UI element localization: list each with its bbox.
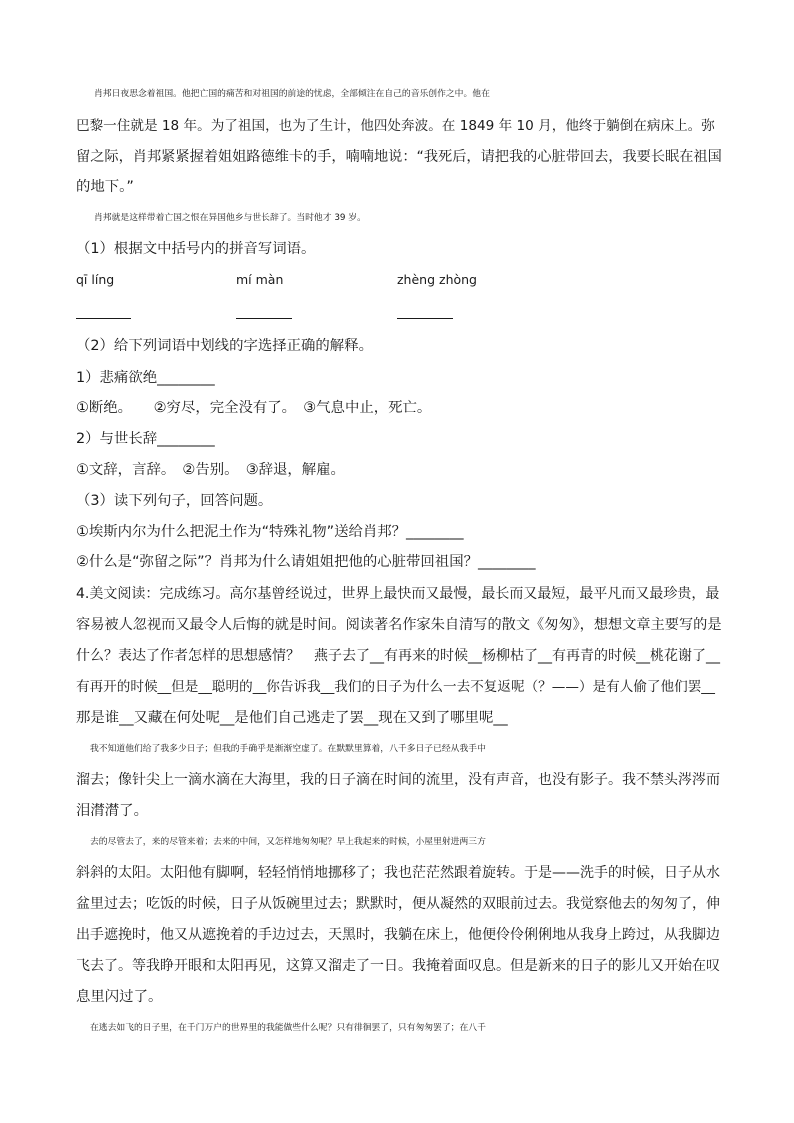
- question-4-line: 容易被人忽视而又最令人后悔的就是时间。阅读著名作家朱自清写的散文《匆匆》，想想文章主要写的是: [76, 617, 722, 633]
- passage-line: 巴黎一住就是 18 年。为了祖国，也为了生计，他四处奔波。在 1849 年 10 月，他终于躺倒在病床上。弥: [76, 118, 715, 134]
- pinyin-label: qī líng: [76, 272, 115, 287]
- passage-line: 肖邦日夜思念着祖国。他把亡国的痛苦和对祖国的前途的忧虑，全部倾注在自己的音乐创作之中。他在: [94, 89, 490, 99]
- passage-line: 溜去；像针尖上一滴水滴在大海里，我的日子滴在时间的流里，没有声音，也没有影子。我不禁头涔涔而: [76, 772, 720, 788]
- passage-line: 肖邦就是这样带着亡国之恨在异国他乡与世长辞了。当时他才 39 岁。: [94, 213, 366, 223]
- pinyin-label: zhèng zhòng: [397, 272, 477, 287]
- passage-line: 出手遮挽时，他又从遮挽着的手边过去，天黑时，我躺在床上，他便伶伶俐俐地从我身上跨过，从我脚边: [76, 927, 720, 943]
- passage-line: 斜斜的太阳。太阳他有脚啊，轻轻悄悄地挪移了；我也茫茫然跟着旋转。于是——洗手的时候，日子从水: [76, 865, 720, 881]
- pinyin-label: mí màn: [236, 272, 284, 287]
- passage-line: 去的尽管去了，来的尽管来着；去来的中间，又怎样地匆匆呢？早上我起来的时候，小屋里射进两三方: [90, 837, 486, 847]
- question-2-item: 1）悲痛欲绝________: [76, 370, 215, 386]
- answer-blank[interactable]: [76, 318, 131, 319]
- passage-line: 泪潸潸了。: [76, 803, 148, 819]
- question-4-line: 有再开的时候__但是__聪明的__你告诉我__我们的日子为什么一去不复返呢（？——）是有人偷了他们罢__: [76, 679, 715, 695]
- passage-line: 盆里过去；吃饭的时候，日子从饭碗里过去；默默时，便从凝然的双眼前过去。我觉察他去的匆匆了，伸: [76, 896, 720, 912]
- passage-line: 我不知道他们给了我多少日子；但我的手确乎是渐渐空虚了。在默默里算着，八千多日子已经从我手中: [90, 744, 486, 754]
- question-3-prompt: （3）读下列句子，回答问题。: [76, 493, 273, 509]
- passage-line: 的地下。”: [76, 179, 134, 195]
- question-2-item: 2）与世长辞________: [76, 431, 215, 447]
- answer-blank[interactable]: [236, 318, 292, 319]
- question-2-prompt: （2）给下列词语中划线的字选择正确的解释。: [76, 338, 373, 354]
- passage-line: 飞去了。等我睁开眼和太阳再见，这算又溜走了一日。我掩着面叹息。但是新来的日子的影儿又开始在叹: [76, 958, 720, 974]
- question-3-item: ②什么是“弥留之际”？肖邦为什么请姐姐把他的心脏带回祖国？________: [76, 554, 536, 570]
- question-2-options: ①断绝。 ②穷尽，完全没有了。 ③气息中止，死亡。: [76, 400, 432, 416]
- question-2-options: ①文辞，言辞。 ②告别。 ③辞退，解雇。: [76, 462, 345, 478]
- question-4-line: 4.美文阅读：完成练习。高尔基曾经说过，世界上最快而又最慢，最长而又最短，最平凡而又最珍贵，最: [76, 586, 720, 602]
- passage-line: 息里闪过了。: [76, 989, 163, 1005]
- question-1-prompt: （1）根据文中括号内的拼音写词语。: [76, 241, 316, 257]
- passage-line: 留之际，肖邦紧紧握着姐姐路德维卡的手，喃喃地说：“我死后，请把我的心脏带回去，我要长眠在祖国: [76, 149, 722, 165]
- question-4-line: 什么？表达了作者怎样的思想感情？ 燕子去了__有再来的时候__杨柳枯了__有再青的时候__桃花谢了__: [76, 648, 720, 664]
- answer-blank[interactable]: [397, 318, 453, 319]
- question-4-line: 那是谁__又藏在何处呢__是他们自己逃走了罢__现在又到了哪里呢__: [76, 710, 508, 726]
- question-3-item: ①埃斯内尔为什么把泥土作为“特殊礼物”送给肖邦？________: [76, 524, 464, 540]
- passage-line: 在逃去如飞的日子里，在千门万户的世界里的我能做些什么呢？只有徘徊罢了，只有匆匆罢了；在八千: [90, 1023, 486, 1033]
